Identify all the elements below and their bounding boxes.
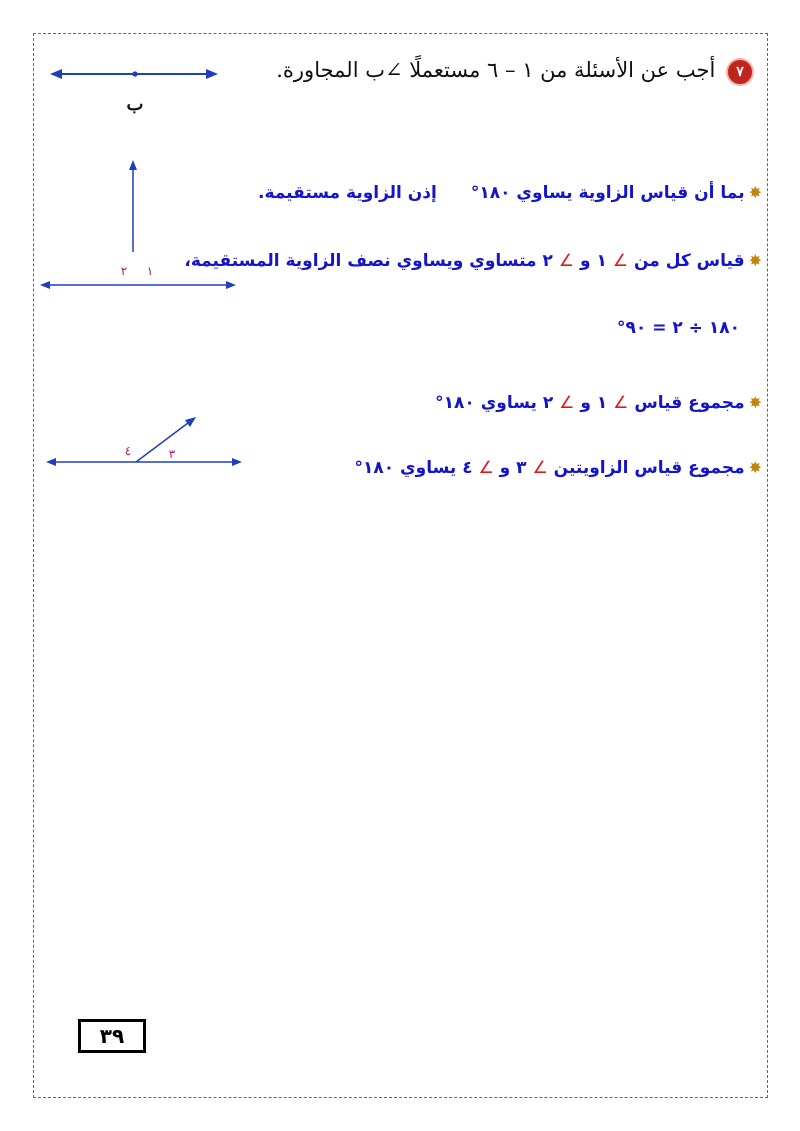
angle-symbol: ∠	[559, 393, 575, 413]
question-header	[276, 58, 752, 84]
statement-1: ✸بما أن قياس الزاوية يساوي ١٨٠°إذن الزاوية مستقيمة.	[257, 183, 762, 203]
right-angle-diagram	[38, 158, 238, 298]
vertex-label-b: ب	[126, 94, 144, 115]
statement-2: ✸قياس كل من ∠ ١ و ∠ ٢ متساوي ويساوي نصف الزاوية المستقيمة،	[184, 251, 762, 271]
angle-symbol: ∠	[613, 393, 629, 413]
angle-label-2: ٢	[120, 264, 128, 278]
star-bullet-icon: ✸	[748, 183, 762, 202]
star-bullet-icon: ✸	[748, 458, 762, 477]
question-number-badge: ٧	[728, 60, 752, 84]
angle-symbol: ∠	[612, 251, 629, 271]
statement-4: ✸مجموع قياس الزاويتين ∠ ٣ و ∠ ٤ يساوي ١٨٠°	[354, 458, 762, 478]
calculation-line: ١٨٠ ÷ ٢ = ٩٠°	[617, 318, 740, 338]
angle-symbol: ∠	[558, 251, 575, 271]
angle-symbol: ∠	[532, 458, 548, 478]
question-text: أجب عن الأسئلة من ١ – ٦ مستعملًا ∠ب المجاورة.	[276, 58, 716, 82]
star-bullet-icon: ✸	[748, 393, 762, 412]
angle-label-3: ٣	[168, 447, 176, 461]
page-number: ٣٩	[78, 1019, 146, 1053]
supplementary-angle-diagram	[44, 410, 244, 475]
star-bullet-icon: ✸	[748, 251, 762, 270]
angle-label-1: ١	[146, 264, 154, 278]
straight-angle-diagram	[48, 62, 220, 122]
statement-3: ✸مجموع قياس ∠ ١ و ∠ ٢ يساوي ١٨٠°	[435, 393, 762, 413]
angle-label-4: ٤	[124, 444, 132, 458]
angle-symbol: ∠	[478, 458, 494, 478]
